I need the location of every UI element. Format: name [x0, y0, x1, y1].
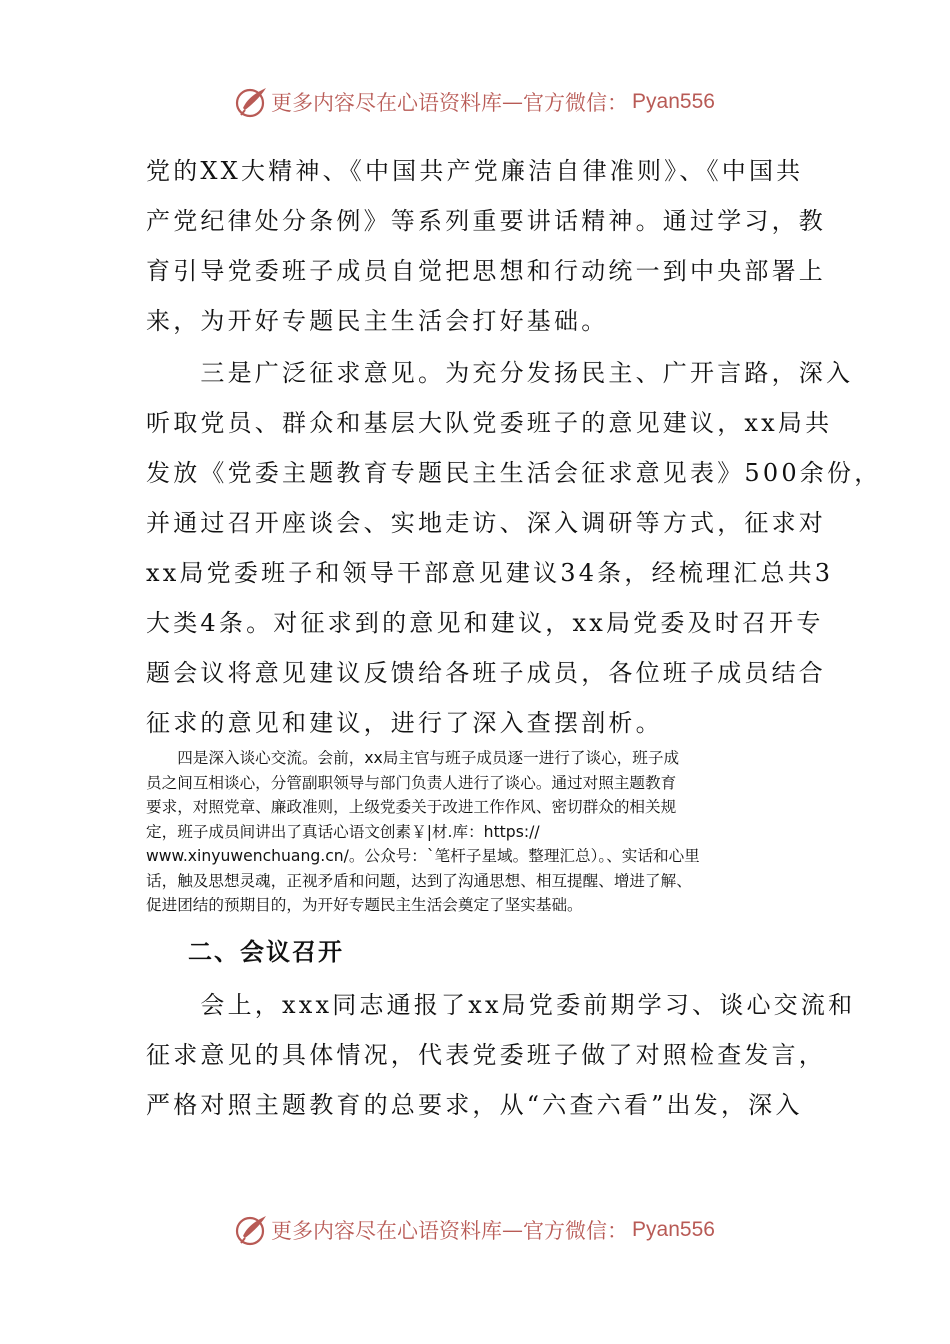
text-line: 大类4条。对征求到的意见和建议，xx局党委及时召开专: [146, 609, 824, 637]
paragraph-heart-to-heart: [146, 746, 814, 918]
banner-wechat-label: 官方微信：: [523, 91, 629, 115]
text-line: 会上，xxx同志通报了xx局党委前期学习、谈心交流和: [146, 991, 856, 1019]
text-line: 产党纪律处分条例》等系列重要讲话精神。通过学习，教: [146, 207, 826, 235]
text-line: 员之间互相谈心，分管副职领导与部门负责人进行了谈心。通过对照主题教育: [146, 773, 677, 792]
paragraph-study: [146, 146, 826, 346]
text-line: 发放《党委主题教育专题民主生活会征求意见表》500余份，: [146, 459, 882, 487]
text-line: www.xinyuwenchuang.cn/。公众号：`笔杆子星域。整理汇总）。、实话和心里: [146, 847, 700, 865]
text-line: 题会议将意见建议反馈给各班子成员，各位班子成员结合: [146, 659, 826, 687]
banner-separator: —: [502, 1218, 524, 1242]
text-line: 征求的意见和建议，进行了深入查摆剖析。: [146, 709, 663, 737]
banner-site-text: 更多内容尽在心语资料库: [271, 91, 503, 115]
banner-wechat-id: Pyan556: [632, 90, 715, 113]
text-line: 听取党员、群众和基层大队党委班子的意见建议，xx局共: [146, 409, 833, 437]
text-line: 要求，对照党章、廉政准则，上级党委关于改进工作作风、密切群众的相关规: [146, 798, 677, 816]
text-line: 并通过召开座谈会、实地走访、深入调研等方式，征求对: [146, 509, 826, 537]
quill-seal-icon: [235, 85, 269, 119]
text-line: 促进团结的预期目的，为开好专题民主生活会奠定了坚实基础。: [146, 896, 583, 914]
paragraph-solicit-opinions: [146, 348, 882, 748]
footer-banner: [0, 1210, 950, 1250]
header-banner: [0, 82, 950, 122]
text-line: 定，班子成员间讲出了真话心语文创素￥|材.库：https://: [146, 822, 540, 841]
banner-separator: —: [502, 90, 524, 114]
text-line: 严格对照主题教育的总要求，从“六查六看”出发，深入: [146, 1091, 803, 1119]
text-line: 党的XX大精神、《中国共产党廉洁自律准则》、《中国共: [146, 157, 804, 185]
text-line: 征求意见的具体情况，代表党委班子做了对照检查发言，: [146, 1041, 826, 1069]
text-line: 三是广泛征求意见。为充分发扬民主、广开言路，深入: [146, 359, 854, 387]
text-line: xx局党委班子和领导干部意见建议34条，经梳理汇总共3: [146, 559, 834, 587]
paragraph-meeting: [146, 980, 856, 1130]
banner-wechat-id: Pyan556: [632, 1218, 715, 1241]
text-line: 来，为开好专题民主生活会打好基础。: [146, 307, 609, 335]
text-line: 育引导党委班子成员自觉把思想和行动统一到中央部署上: [146, 257, 826, 285]
text-line: 话，触及思想灵魂，正视矛盾和问题，达到了沟通思想、相互提醒、增进了解、: [146, 871, 692, 890]
quill-seal-icon: [235, 1213, 269, 1247]
text-line: 四是深入谈心交流。会前，xx局主官与班子成员逐一进行了谈心，班子成: [146, 749, 680, 767]
banner-site-text: 更多内容尽在心语资料库: [271, 1219, 503, 1243]
section-heading: 二、会议召开: [188, 937, 344, 966]
banner-wechat-label: 官方微信：: [523, 1219, 629, 1243]
